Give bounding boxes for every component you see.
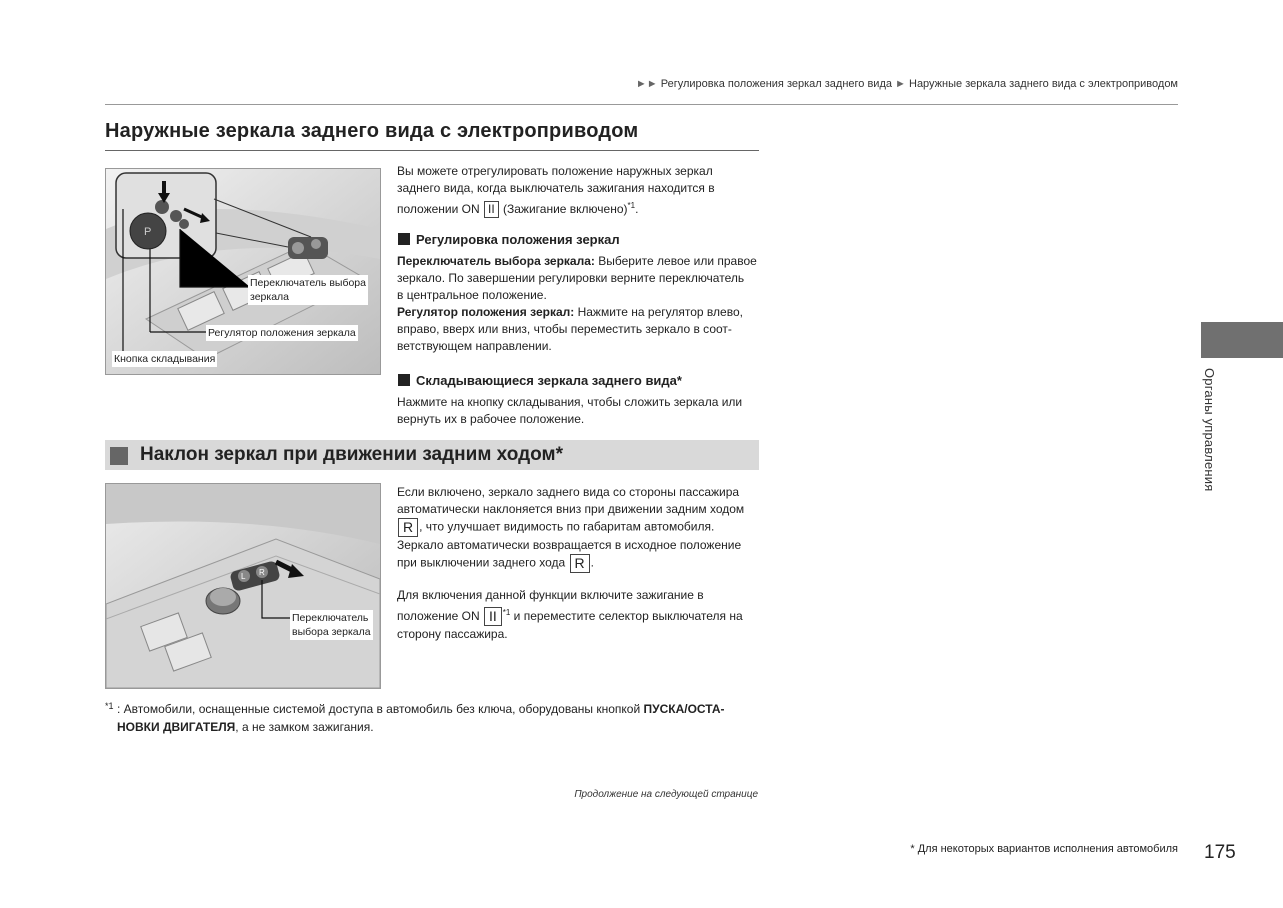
regulator-text-2: вправо, вверх или вниз, чтобы переместить зеркало в соот-	[397, 322, 732, 336]
footnote-text-a: : Автомобили, оснащенные системой доступа в автомобиль без ключа, оборудованы кнопкой	[117, 702, 644, 716]
regulator-label: Регулятор положения зеркал:	[397, 305, 575, 319]
callout-mirror-selector: Переключатель выбора зеркала	[250, 277, 366, 303]
s2-line-5-text: при выключении заднего хода	[397, 555, 566, 570]
section-square-icon	[110, 447, 128, 465]
selector-text-1: Выберите левое или правое	[598, 254, 757, 268]
s2-line-5-end: .	[590, 555, 594, 570]
breadcrumb-arrow-icon: ►►	[635, 78, 658, 90]
footnote-ref[interactable]: *1	[627, 201, 636, 210]
adjust-paragraph	[397, 253, 759, 355]
fold-text-1: Нажмите на кнопку складывания, чтобы сложить зеркала или	[397, 395, 743, 409]
reverse-tilt-illustration	[106, 484, 380, 688]
s2p2-line-1: Для включения данной функции включите зажигание в	[397, 588, 704, 602]
s2-line-3-text: , что улучшает видимость по габаритам автомобиля.	[419, 519, 715, 534]
reverse-gear-key-icon: R	[398, 518, 418, 537]
s2-line-4: Зеркало автоматически возвращается в исходное положение	[397, 538, 742, 552]
fold-paragraph	[397, 394, 759, 428]
breadcrumb	[636, 78, 1178, 90]
section-tab-marker	[1201, 322, 1283, 358]
intro-line-3	[397, 197, 759, 218]
intro-text-a: положении ON	[397, 202, 480, 216]
door-panel-illustration	[106, 169, 380, 374]
callout-mirror-selector-2: Переключатель выбора зеркала	[292, 612, 371, 638]
reverse-tilt-paragraph-2	[397, 587, 759, 643]
regulator-text-1: Нажмите на регулятор влево,	[577, 305, 743, 319]
section-heading: Наклон зеркал при движении задним ходом*	[140, 444, 563, 465]
section-heading-bar	[105, 440, 759, 470]
figure-door-switch-panel	[105, 168, 381, 375]
header-divider	[105, 104, 1178, 105]
breadcrumb-item-2: Наружные зеркала заднего вида с электроприводом	[909, 78, 1178, 90]
selector-label: Переключатель выбора зеркала:	[397, 254, 595, 268]
fold-heading-text: Складывающиеся зеркала заднего вида*	[416, 373, 682, 388]
fold-heading	[398, 373, 682, 388]
selector-text-2: зеркало. По завершении регулировки верните переключатель	[397, 271, 745, 285]
svg-text:P: P	[144, 226, 152, 238]
availability-note: * Для некоторых вариантов исполнения автомобиля	[910, 843, 1178, 855]
continued-note[interactable]: Продолжение на следующей странице	[574, 789, 758, 800]
svg-text:R: R	[259, 568, 265, 577]
regulator-text-3: ветствующем направлении.	[397, 339, 552, 353]
intro-text-c: .	[635, 202, 639, 216]
side-tab-text: Органы управления	[1202, 368, 1217, 492]
adjust-line-1	[397, 253, 759, 270]
breadcrumb-item-1[interactable]: Регулировка положения зеркал заднего вида	[660, 78, 892, 90]
footnote-ref[interactable]: *1	[502, 608, 511, 617]
s2-line-5	[397, 554, 759, 573]
callout-mirror-regulator: Регулятор положения зеркала	[208, 327, 356, 339]
heading-square-icon	[398, 374, 410, 386]
intro-paragraph	[397, 163, 759, 218]
page-title: Наружные зеркала заднего вида с электроприводом	[105, 120, 639, 142]
adjust-heading	[398, 232, 620, 247]
title-divider	[105, 150, 759, 151]
page-number: 175	[1204, 842, 1236, 863]
side-tab-label	[1202, 368, 1222, 498]
ignition-on-key-icon: II	[484, 607, 502, 626]
ignition-on-key-icon: II	[484, 201, 499, 218]
s2-line-1: Если включено, зеркало заднего вида со стороны пассажира	[397, 485, 740, 499]
footnote-bold-2: НОВКИ ДВИГАТЕЛЯ	[117, 720, 236, 734]
svg-text:L: L	[241, 572, 246, 581]
intro-text-b: (Зажигание включено)	[503, 202, 628, 216]
footnote-bold-1: ПУСКА/ОСТА-	[643, 702, 725, 716]
s2p2-line-2	[397, 604, 759, 626]
fold-text-2: вернуть их в рабочее положение.	[397, 412, 585, 426]
callout-fold-button: Кнопка складывания	[114, 353, 216, 365]
figure-reverse-tilt-switch	[105, 483, 381, 689]
reverse-gear-key-icon: R	[570, 554, 590, 573]
footnote	[105, 700, 755, 736]
s2-line-3	[397, 518, 759, 537]
s2p2-text-a: положение ON	[397, 609, 480, 623]
s2p2-line-3: сторону пассажира.	[397, 627, 508, 642]
heading-square-icon	[398, 233, 410, 245]
s2p2-text-b: и переместите селектор выключателя на	[513, 609, 743, 623]
reverse-tilt-paragraph-1	[397, 484, 759, 573]
s2-line-2: автоматически наклоняется вниз при движении задним ходом	[397, 502, 745, 516]
intro-line-2: заднего вида, когда выключатель зажигания находится в	[397, 181, 715, 195]
footnote-mark: *1	[105, 701, 114, 711]
breadcrumb-separator-icon: ►	[895, 78, 906, 90]
adjust-heading-text: Регулировка положения зеркал	[416, 232, 620, 247]
footnote-body	[105, 700, 755, 736]
footnote-text-b: , а не замком зажигания.	[235, 720, 374, 734]
selector-text-3: в центральное положение.	[397, 288, 547, 302]
intro-line-1: Вы можете отрегулировать положение наружных зеркал	[397, 164, 713, 178]
adjust-line-4	[397, 304, 759, 321]
